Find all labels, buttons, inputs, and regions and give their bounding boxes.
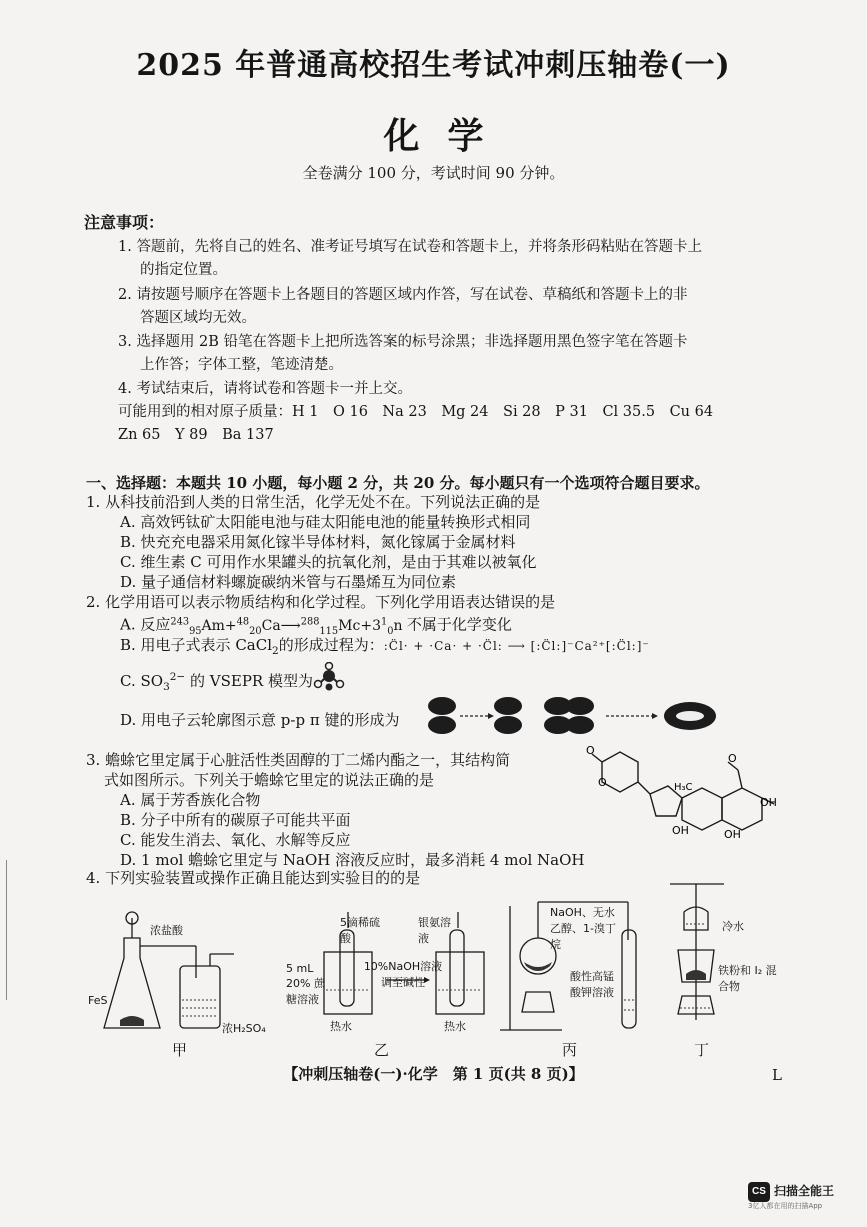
q2-c-prefix: C. SO [120,672,164,690]
svg-text:H₃C: H₃C [674,782,693,793]
yi-hot-water-2: 热水 [444,1020,466,1033]
q1-option-d: D. 量子通信材料螺旋碳纳米管与石墨烯互为同位素 [120,573,457,591]
q2-stem: 2. 化学用语可以表示物质结构和化学过程。下列化学用语表达错误的是 [86,593,556,611]
q2-option-c: C. $SO_3^{2-}$ 的 VSEPR 模型为 [120,671,313,693]
section-1-heading: 一、选择题：本题共 10 小题，每小题 2 分，共 20 分。每小题只有一个选项符合题目要求。 [86,474,710,492]
notice-item-3-cont: 上作答；字体工整，笔迹清楚。 [140,357,343,373]
cs-logo-icon: CS [748,1182,770,1202]
nuclear-equation: $^{243}_{95}Am+^{48}_{20}Ca⟶^{288}_{115}Mc+3^1_0n$ [170,616,407,637]
svg-text:OH: OH [672,824,689,837]
svg-text:OH: OH [760,796,777,809]
steroid-structure-figure [578,742,788,840]
q2-a-suffix: 不属于化学变化 [406,615,512,634]
vsepr-model-figure [312,662,346,692]
ding-mix-label: 铁粉和 I₂ 混合物 [718,964,777,993]
scanner-app-name: 扫描全能王 [774,1184,835,1198]
q3-stem-2: 式如图所示。下列关于蟾蜍它里定的说法正确的是 [104,771,435,789]
notice-item-4: 4. 考试结束后，请将试卷和答题卡一并上交。 [118,381,412,397]
notice-item-1: 1. 答题前，先将自己的姓名、准考证号填写在试卷和答题卡上，并将条形码粘贴在答题卡上 [118,239,702,255]
jia-fes-label: FeS [88,994,108,1007]
yi-naoh-label: 10%NaOH溶液调至碱性 [363,960,443,989]
footer-mark: L [772,1066,782,1084]
q1-stem: 1. 从科技前沿到人类的日常生活，化学无处不在。下列说法正确的是 [86,493,541,511]
subject-title: 化学 [383,115,512,157]
p-p-pi-bond-figure [420,694,730,738]
yi-acid-label: 5滴稀硫酸 [340,916,380,945]
q1-option-c: C. 维生素 C 可用作水果罐头的抗氧化剂，是由于其难以被氧化 [120,553,537,571]
notice-heading: 注意事项： [84,213,165,232]
score-info: 全卷满分 100 分，考试时间 90 分钟。 [302,164,565,182]
bing-caption: 丙 [562,1041,578,1059]
apparatus-ding [666,880,746,1030]
q3-stem-1: 3. 蟾蜍它里定属于心脏活性类固醇的丁二烯内酯之一，其结构简 [86,751,511,769]
bing-reagent-label: NaOH、无水乙醇、1-溴丁烷 [550,906,616,951]
svg-text:O: O [728,752,737,765]
q2-b-suffix: 的形成过程为： [278,636,384,654]
yi-sugar-label: 5 mL 20% 蔗糖溶液 [286,962,325,1006]
svg-text:O: O [598,776,607,789]
jia-h2so4-label: 浓H₂SO₄ [222,1022,266,1035]
svg-text:O: O [586,744,595,757]
q3-option-a: A. 属于芳香族化合物 [120,791,261,809]
bing-kmno4-label: 酸性高锰酸钾溶液 [570,970,614,999]
ding-caption: 丁 [694,1041,710,1059]
q2-b-prefix: B. 用电子式表示 CaCl [120,636,273,654]
jia-caption: 甲 [172,1041,188,1059]
q2-a-prefix: A. 反应 [120,615,171,634]
svg-text:OH: OH [724,828,741,840]
notice-item-3: 3. 选择题用 2B 铅笔在答题卡上把所选答案的标号涂黑；非选择题用黑色签字笔在答题卡 [118,334,688,350]
binding-margin-line [6,860,7,1000]
q1-option-b: B. 快充充电器采用氮化镓半导体材料，氮化镓属于金属材料 [120,533,516,551]
atomic-mass-line-2: Zn 65 Y 89 Ba 137 [118,427,274,443]
atomic-mass-line-1: 可能用到的相对原子质量：H 1 O 16 Na 23 Mg 24 Si 28 P 31 Cl 35.5 Cu 64 [118,404,714,420]
q2-option-d: D. 用电子云轮廓图示意 p-p π 键的形成为 [120,711,400,729]
page-footer: 【冲刺压轴卷(一)·化学 第 1 页(共 8 页)】 [283,1065,584,1083]
yi-ag-label: 银氨溶液 [418,916,451,945]
q3-option-d: D. 1 mol 蟾蜍它里定与 NaOH 溶液反应时，最多消耗 4 mol NaOH [120,851,585,869]
q4-stem: 4. 下列实验装置或操作正确且能达到实验目的的是 [86,869,421,887]
yi-hot-water-1: 热水 [330,1020,352,1033]
q2-option-b: B. 用电子式表示 CaCl$_2$的形成过程为：:C̈l· + ·Ca· + ·C̈l: ⟶ [:C̈l:]⁻Ca²⁺[:C̈l:]⁻ [120,636,650,657]
notice-item-2: 2. 请按题号顺序在答题卡上各题目的答题区域内作答，写在试卷、草稿纸和答题卡上的非 [118,287,688,303]
yi-caption: 乙 [374,1041,390,1059]
notice-item-1-cont: 的指定位置。 [140,262,227,278]
electron-dot-formula: :C̈l· + ·Ca· + ·C̈l: ⟶ [:C̈l:]⁻Ca²⁺[:C̈l:]⁻ [383,639,650,653]
ding-cold-water-label: 冷水 [722,920,744,933]
exam-title: 2025 年普通高校招生考试冲刺压轴卷(一) [136,48,731,83]
jia-conc-hcl-label: 浓盐酸 [150,924,183,937]
q3-option-b: B. 分子中所有的碳原子可能共平面 [120,811,351,829]
q1-option-a: A. 高效钙钛矿太阳能电池与硅太阳能电池的能量转换形式相同 [120,513,531,531]
q2-c-suffix: 的 VSEPR 模型为 [190,672,313,690]
q3-option-c: C. 能发生消去、氧化、水解等反应 [120,831,351,849]
scanner-watermark [748,1178,844,1208]
scanner-tagline: 3亿人都在用的扫描App [748,1202,823,1210]
notice-item-2-cont: 答题区域均无效。 [140,310,256,326]
